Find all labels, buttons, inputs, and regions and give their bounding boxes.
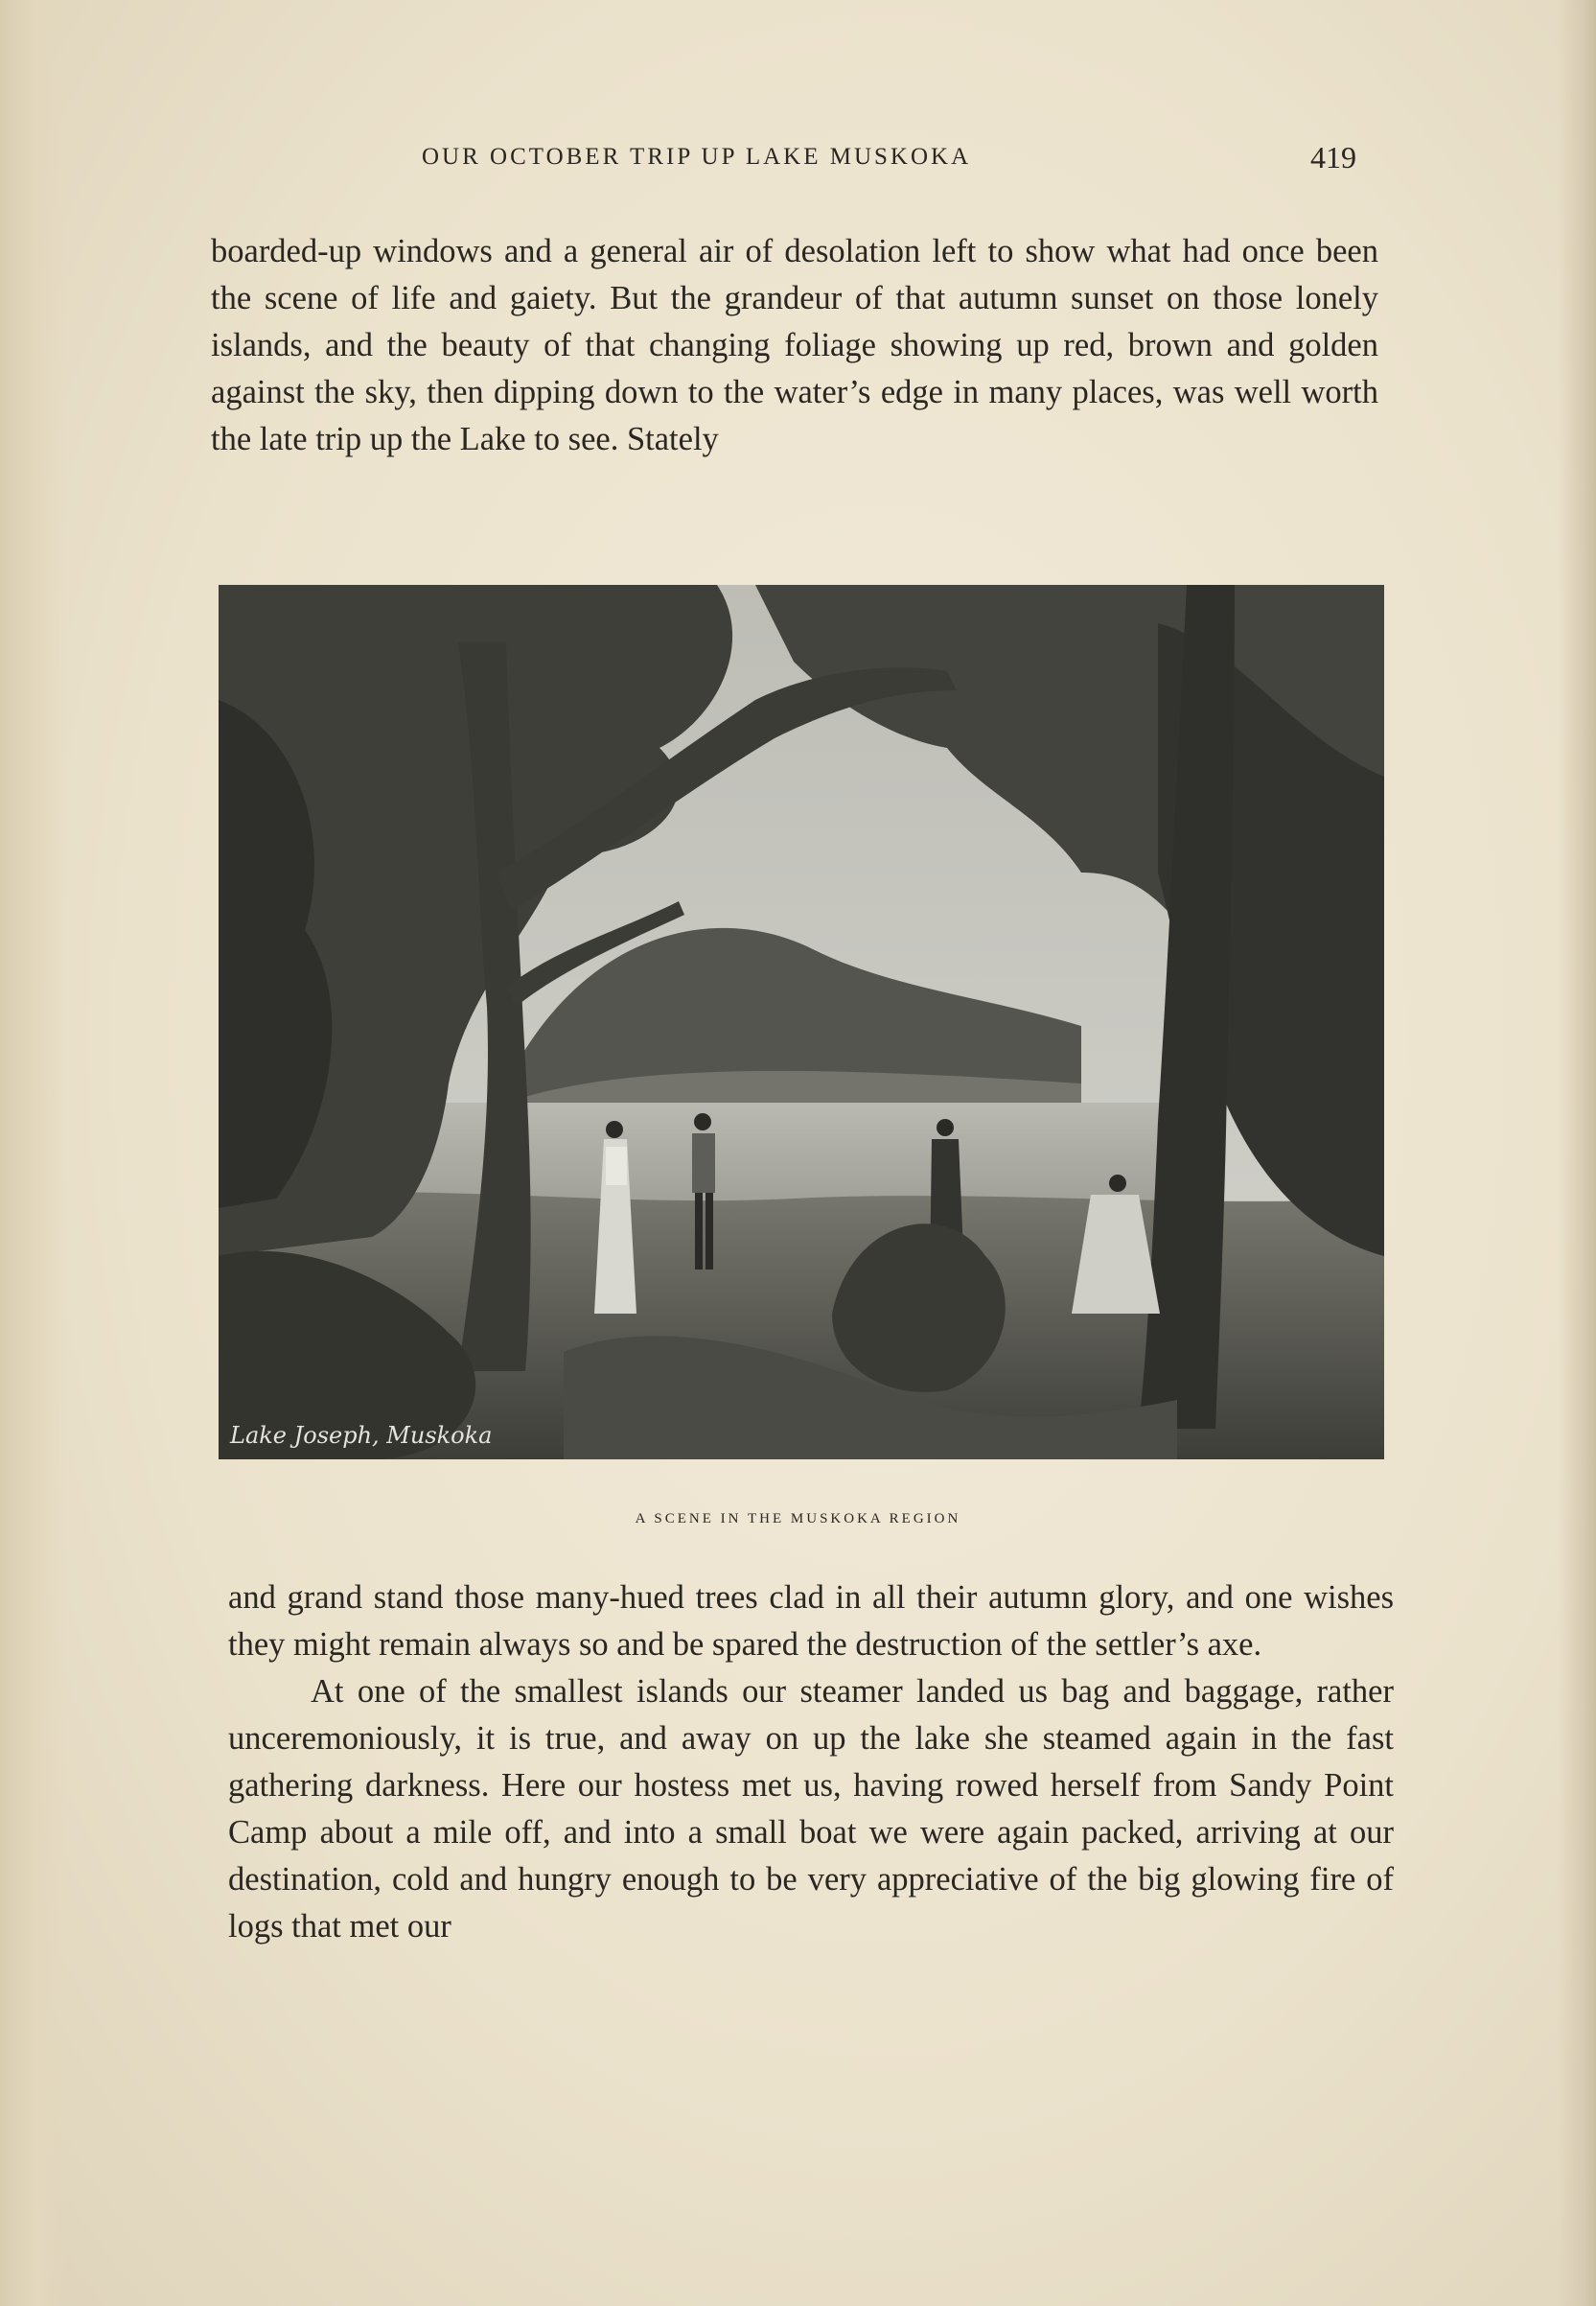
paragraph-continued: and grand stand those many-hued trees clad in all their autumn glory, and one wishes they might remain always so and be spared the destruction of the settler’s axe. [228,1579,1394,1663]
body-text-top [211,228,1378,463]
page-number: 419 [1310,140,1356,175]
paragraph-arrival: At one of the smallest islands our steamer landed us bag and baggage, rather unceremoniously, it is true, and away on up the lake she steamed again in the fast gathering darkness. Here our hostess met us, having rowed herself from Sandy Point Camp about a mile off, and into a small boat we were again packed, arriving at our destination, cold and hungry enough to be very appreciative of the big glowing fire of logs that met our [228,1673,1394,1945]
running-head: OUR OCTOBER TRIP UP LAKE MUSKOKA [422,144,972,170]
page-binding-edge [0,0,67,2306]
photograph [219,585,1384,1459]
page-header [0,140,1596,192]
photo-inscription: Lake Joseph, Muskoka [230,1422,493,1449]
paragraph-continuation: boarded-up windows and a general air of desolation left to show what had once been the scene of life and gaiety. But the grandeur of that autumn sunset on those lonely islands, and the beauty of that changing foliage showing up red, brown and golden against the sky, then dipping down to the water’s edge in many places, was well worth the late trip up the Lake to see. Stately [211,233,1378,457]
page-right-edge [1558,0,1596,2306]
lake-scene-photo [219,585,1384,1459]
figure-caption: A SCENE IN THE MUSKOKA REGION [635,1511,961,1526]
body-text-bottom [228,1574,1394,1950]
